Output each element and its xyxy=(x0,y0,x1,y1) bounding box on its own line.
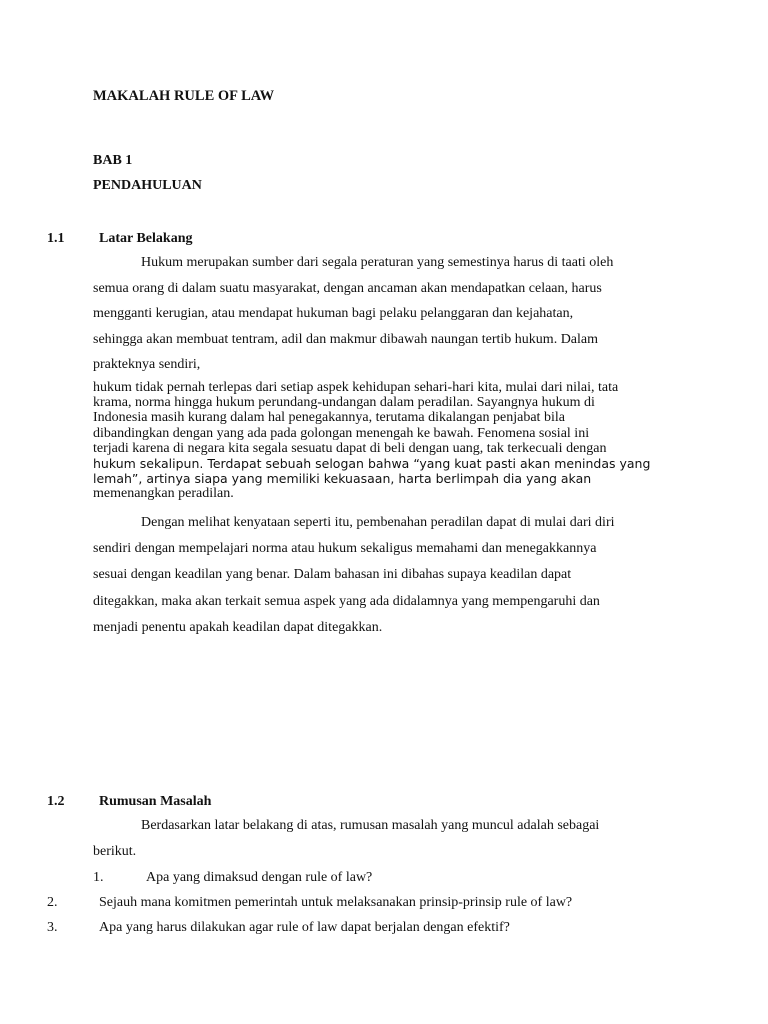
list-item-number: 3. xyxy=(47,920,58,935)
section-heading: Rumusan Masalah xyxy=(99,794,212,809)
text-line: krama, norma hingga hukum perundang-undangan dalam peradilan. Sayangnya hukum di xyxy=(93,395,595,411)
text-line: sesuai dengan keadilan yang benar. Dalam bahasan ini dibahas supaya keadilan dapat xyxy=(93,567,572,583)
text-line: ditegakkan, maka akan terkait semua aspek yang ada didalamnya yang mempengaruhi dan xyxy=(93,593,600,609)
document-title: MAKALAH RULE OF LAW xyxy=(93,88,275,104)
text-line: sendiri dengan mempelajari norma atau hukum sekaligus memahami dan menegakkannya xyxy=(93,541,597,557)
text-line: lemah”, artinya siapa yang memiliki kekuasaan, harta berlimpah dia yang akan xyxy=(93,471,592,487)
text-line: Dengan melihat kenyataan seperti itu, pembenahan peradilan dapat di mulai dari diri xyxy=(141,515,615,530)
text-line: sehingga akan membuat tentram, adil dan makmur dibawah naungan tertib hukum. Dalam xyxy=(93,331,599,347)
text-line: semua orang di dalam suatu masyarakat, dengan ancaman akan mendapatkan celaan, harus xyxy=(93,280,602,296)
text-line: memenangkan peradilan. xyxy=(93,486,234,502)
paragraph xyxy=(93,250,688,378)
text-line: hukum sekalipun. Terdapat sebuah selogan bahwa “yang kuat pasti akan menindas yang xyxy=(93,455,651,471)
chapter-label: BAB 1 xyxy=(93,153,133,168)
list-item: Apa yang harus dilakukan agar rule of law dapat berjalan dengan efektif? xyxy=(99,920,510,935)
list-item-number: 1. xyxy=(93,870,104,885)
text-line: Hukum merupakan sumber dari segala peraturan yang semestinya harus di taati oleh xyxy=(141,255,614,270)
list-item-number: 2. xyxy=(47,895,58,910)
list-item: Apa yang dimaksud dengan rule of law? xyxy=(146,870,373,885)
paragraph xyxy=(93,813,688,865)
section-heading: Latar Belakang xyxy=(99,231,193,246)
text-line: dibandingkan dengan yang ada pada golongan menengah ke bawah. Fenomena sosial ini xyxy=(93,425,590,441)
chapter-title: PENDAHULUAN xyxy=(93,178,202,193)
paragraph xyxy=(93,510,688,641)
text-line: Berdasarkan latar belakang di atas, rumusan masalah yang muncul adalah sebagai xyxy=(141,818,600,833)
text-line: terjadi karena di negara kita segala sesuatu dapat di beli dengan uang, tak terkecuali dengan xyxy=(93,440,607,456)
text-line: prakteknya sendiri, xyxy=(93,357,201,372)
text-line: berikut. xyxy=(93,844,137,859)
paragraph xyxy=(93,380,688,502)
section-number: 1.1 xyxy=(47,231,65,246)
text-line: Indonesia masih kurang dalam hal penegakannya, terutama dikalangan penjabat bila xyxy=(93,410,565,426)
text-line: menjadi penentu apakah keadilan dapat ditegakkan. xyxy=(93,619,383,635)
section-number: 1.2 xyxy=(47,794,65,809)
list-item: Sejauh mana komitmen pemerintah untuk melaksanakan prinsip-prinsip rule of law? xyxy=(99,895,573,910)
text-line: hukum tidak pernah terlepas dari setiap aspek kehidupan sehari-hari kita, mulai dari nilai, tata xyxy=(93,380,619,395)
text-line: mengganti kerugian, atau mendapat hukuman bagi pelaku pelanggaran dan kejahatan, xyxy=(93,306,574,321)
